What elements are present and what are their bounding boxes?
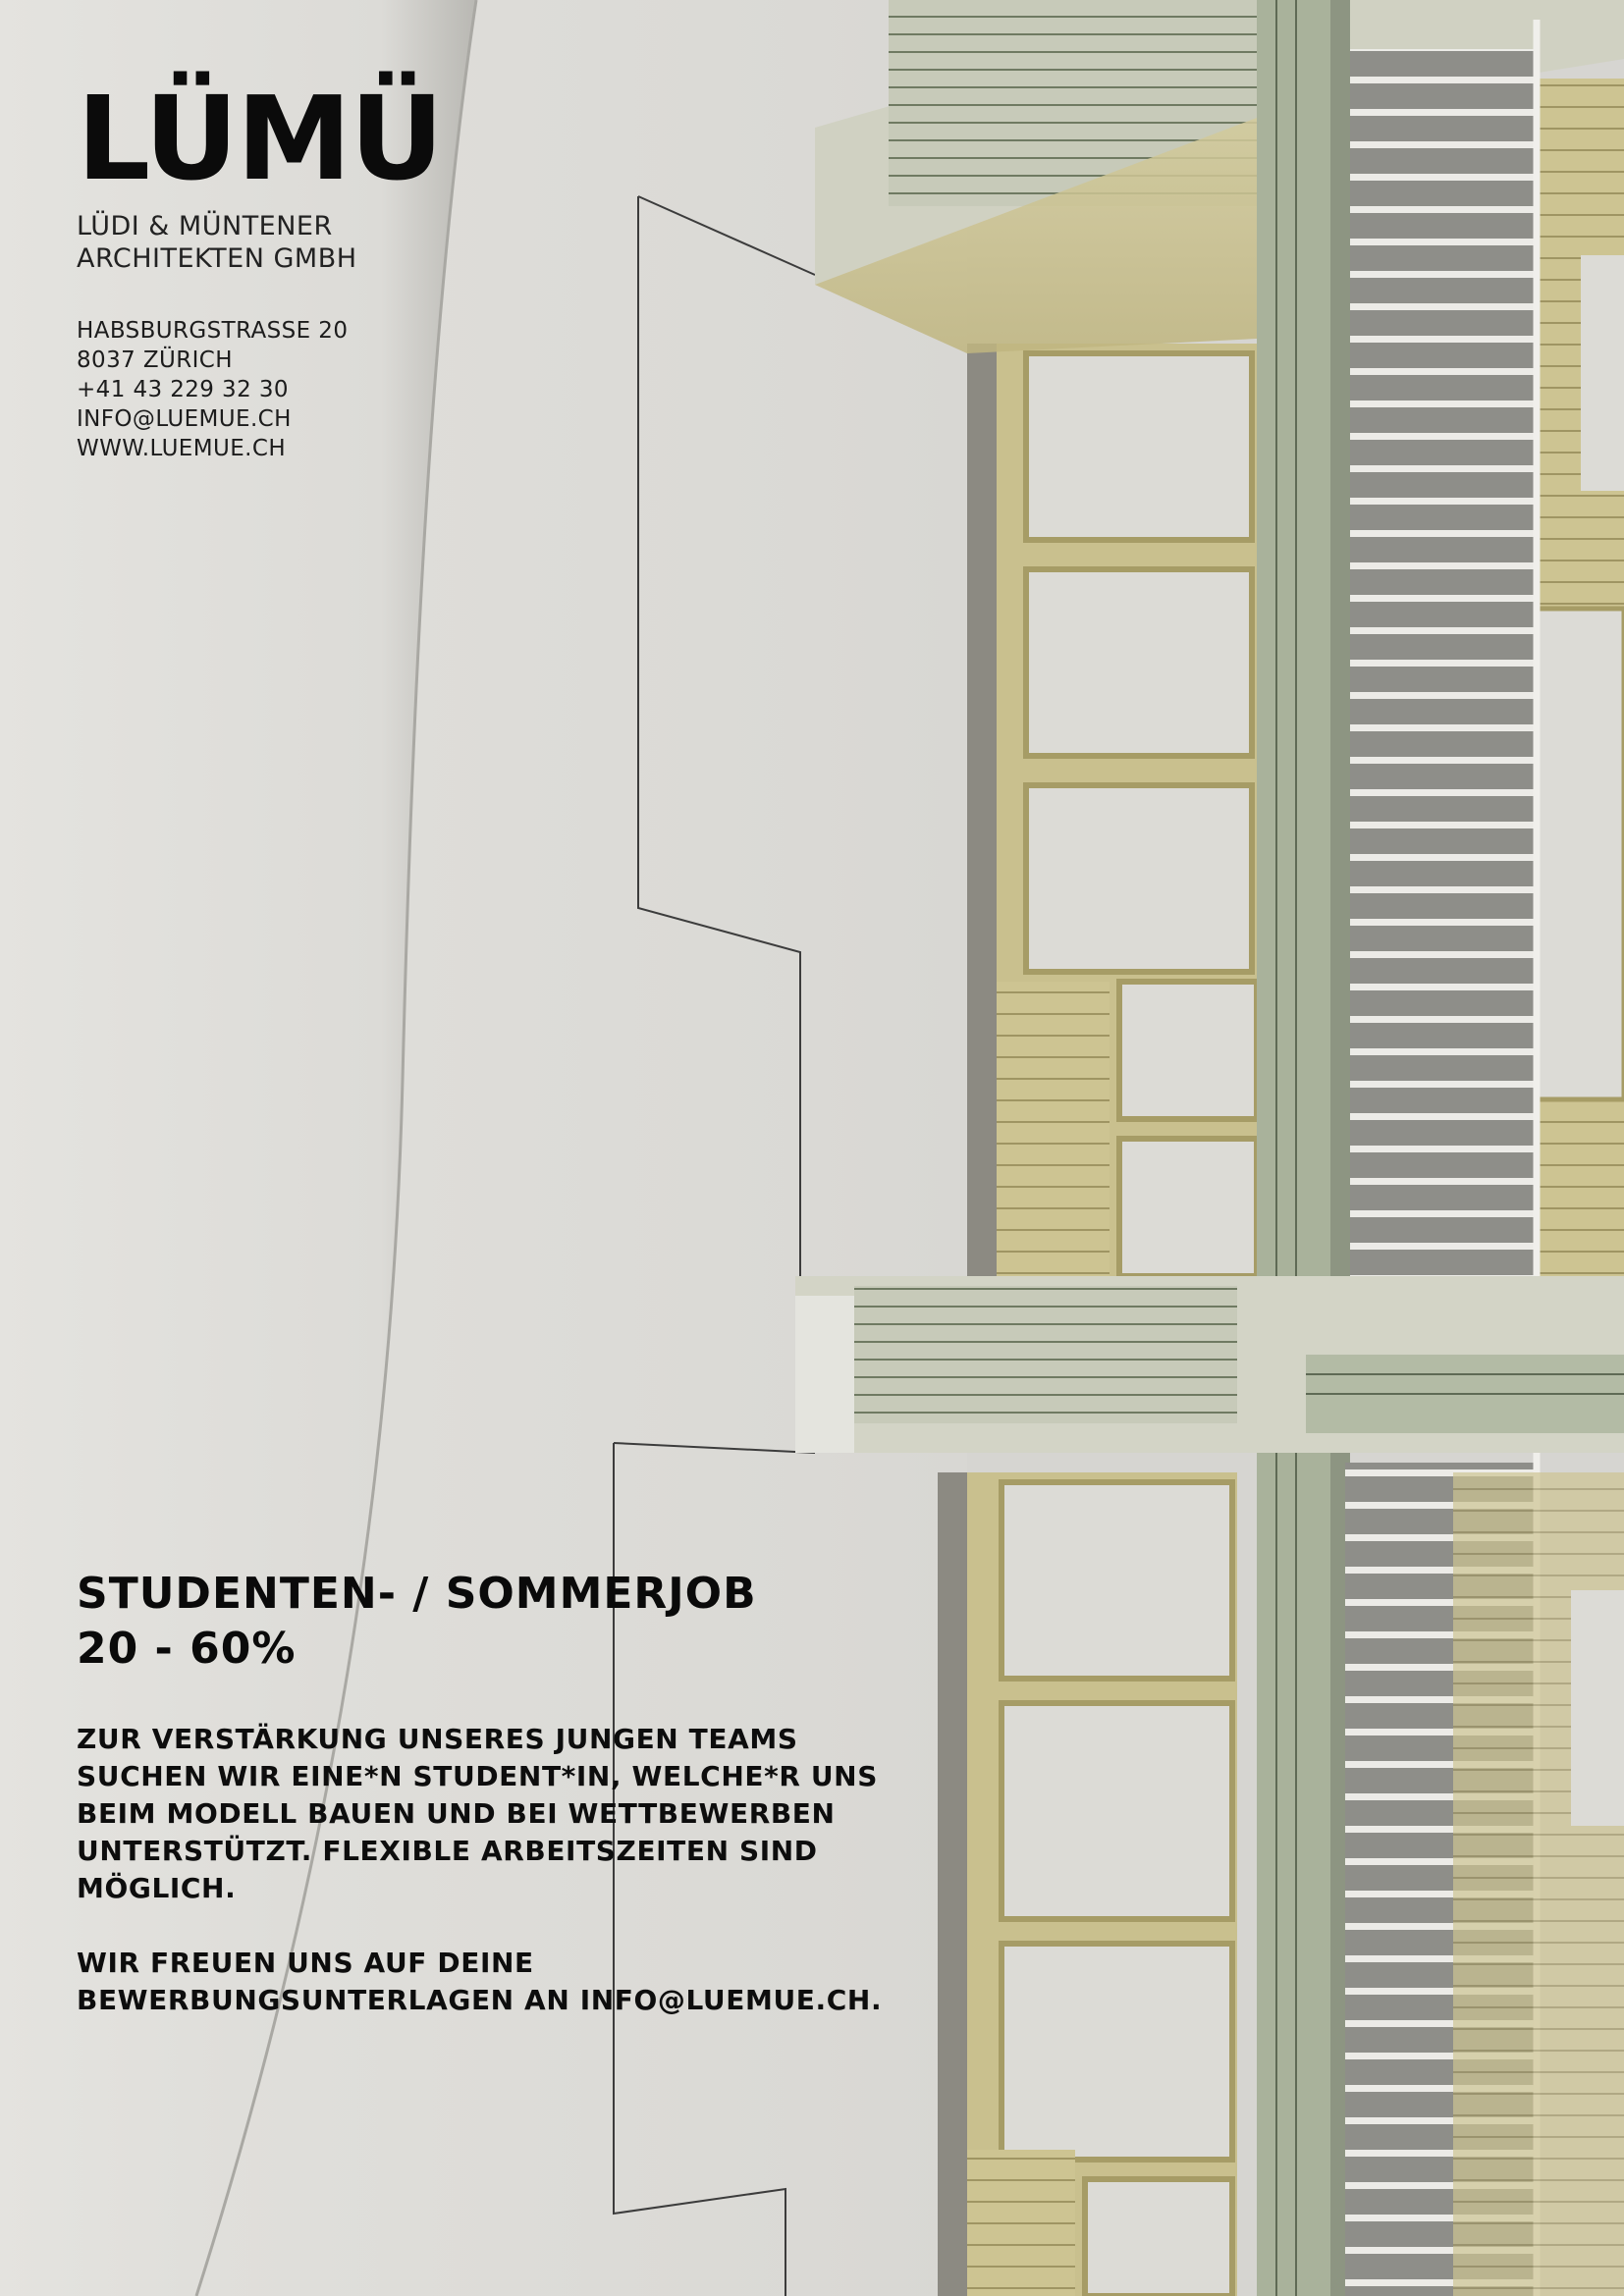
description-paragraph-2 <box>77 1945 960 2019</box>
job-headline <box>77 1567 757 1677</box>
job-percentage: 20 - 60% <box>77 1624 297 1674</box>
job-description <box>77 1721 960 2056</box>
contact-street: HABSBURGSTRASSE 20 <box>77 318 349 344</box>
description-line: BEIM MODELL BAUEN UND BEI WETTBEWERBEN <box>77 1797 836 1830</box>
company-name-line2: ARCHITEKTEN GMBH <box>77 243 357 274</box>
description-line: MÖGLICH. <box>77 1872 237 1904</box>
description-line: ZUR VERSTÄRKUNG UNSERES JUNGEN TEAMS <box>77 1723 798 1755</box>
contact-email[interactable]: INFO@LUEMUE.CH <box>77 406 292 432</box>
description-paragraph-1 <box>77 1721 960 1907</box>
company-name-line1: LÜDI & MÜNTENER <box>77 211 333 241</box>
contact-block <box>77 316 348 463</box>
description-line: UNTERSTÜTZT. FLEXIBLE ARBEITSZEITEN SIND <box>77 1835 818 1867</box>
application-line: BEWERBUNGSUNTERLAGEN AN INFO@LUEMUE.CH. <box>77 1984 883 2016</box>
company-name <box>77 210 442 275</box>
application-line: WIR FREUEN UNS AUF DEINE <box>77 1947 534 1979</box>
description-line: SUCHEN WIR EINE*N STUDENT*IN, WELCHE*R UNS <box>77 1760 878 1792</box>
contact-website[interactable]: WWW.LUEMUE.CH <box>77 436 287 461</box>
logo-wordmark: LÜMÜ <box>77 71 443 206</box>
contact-phone[interactable]: +41 43 229 32 30 <box>77 377 289 402</box>
job-title: STUDENTEN- / SOMMERJOB <box>77 1569 757 1619</box>
contact-city: 8037 ZÜRICH <box>77 347 233 373</box>
company-logo <box>77 71 443 275</box>
